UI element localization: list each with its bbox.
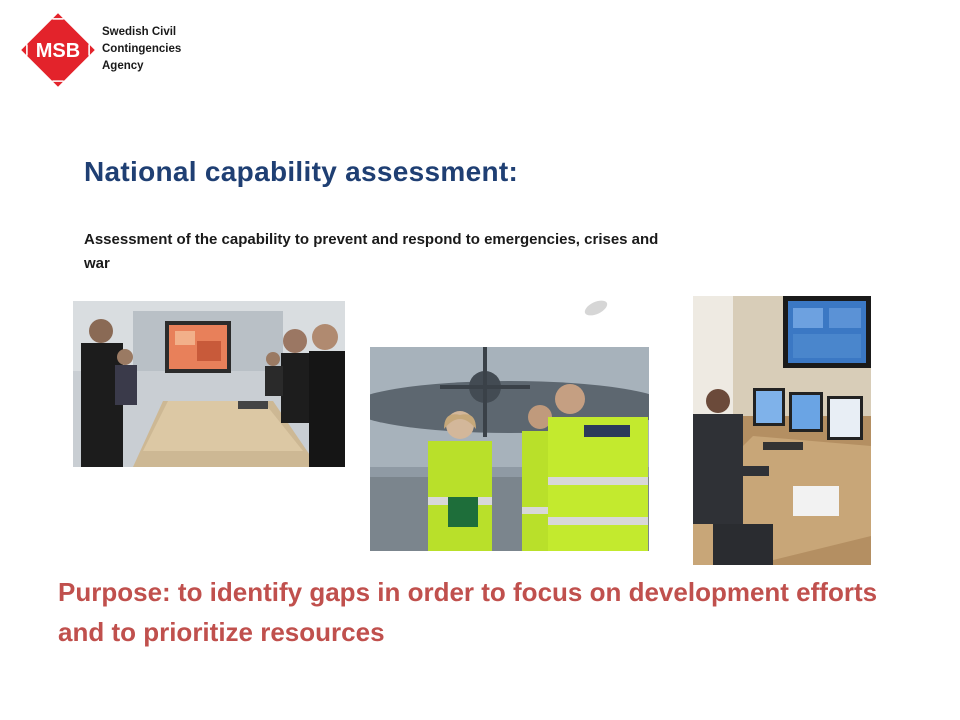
- slide-subtitle: Assessment of the capability to prevent and respond to emergencies, crises and war: [84, 231, 659, 272]
- logo-mark-text: MSB: [35, 40, 81, 62]
- decorative-smudge: [582, 298, 610, 318]
- msb-logo: [18, 10, 182, 90]
- logo-name-line: Swedish Civil: [102, 26, 177, 38]
- operations-center-photo: [693, 296, 871, 565]
- meeting-room-photo: [73, 301, 345, 467]
- logo-agency-name: [102, 24, 181, 75]
- logo-name-line: Contingencies: [102, 43, 182, 55]
- logo-name-line: Agency: [102, 60, 144, 72]
- purpose-statement: Purpose: to identify gaps in order to focus on development efforts and to prioritize resources: [58, 577, 878, 647]
- airfield-responders-photo: [370, 347, 649, 551]
- slide-title: National capability assessment:: [84, 156, 519, 187]
- msb-logo-mark: [18, 10, 98, 90]
